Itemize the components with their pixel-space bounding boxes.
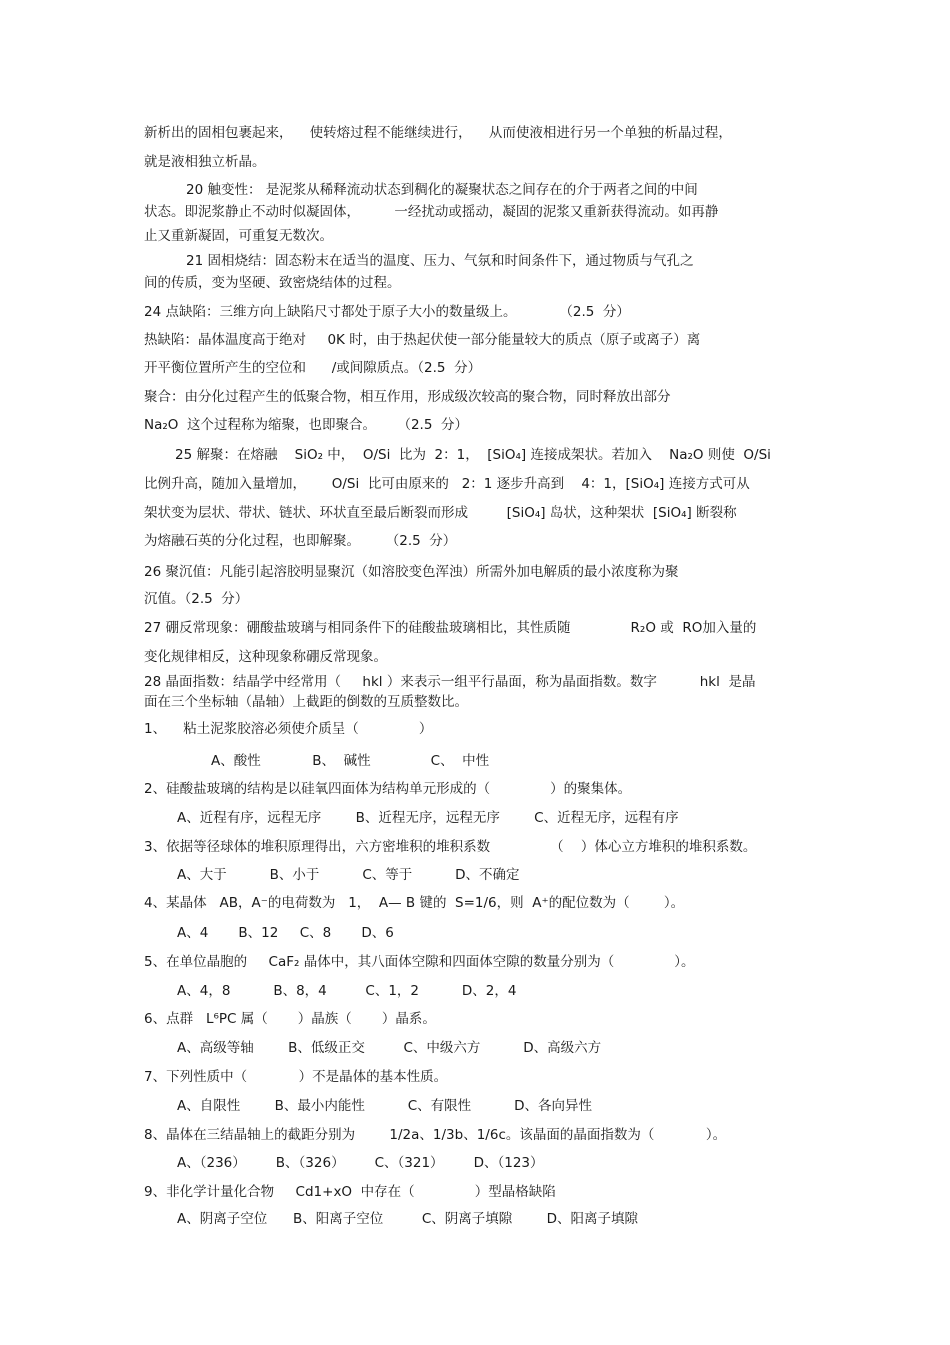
- question-2: 2、硅酸盐玻璃的结构是以硅氧四面体为结构单元形成的（ ）的聚集体。: [144, 781, 632, 797]
- text-line: 26 聚沉值：凡能引起溶胶明显聚沉（如溶胶变色浑浊）所需外加电解质的最小浓度称为聚: [144, 564, 679, 580]
- question-6-options: A、高级等轴 B、低级正交 C、中级六方 D、高级六方: [177, 1040, 602, 1056]
- text-line: 24 点缺陷：三维方向上缺陷尺寸都处于原子大小的数量级上。 （2.5 分）: [144, 304, 630, 320]
- text-line: 间的传质，变为坚硬、致密烧结体的过程。: [144, 275, 401, 291]
- text-line: 20 触变性： 是泥浆从稀释流动状态到稠化的凝聚状态之间存在的介于两者之间的中间: [186, 182, 698, 198]
- text-line: 27 硼反常现象：硼酸盐玻璃与相同条件下的硅酸盐玻璃相比，其性质随 R₂O 或 RO加入量的: [144, 620, 757, 636]
- text-line: 比例升高，随加入量增加， O/Si 比可由原来的 2：1 逐步升高到 4：1，[SiO₄] 连接方式可从: [144, 476, 750, 492]
- question-8-options: A、（236） B、（326） C、（321） D、（123）: [177, 1155, 544, 1171]
- text-line: 架状变为层状、带状、链状、环状直至最后断裂而形成 [SiO₄] 岛状，这种架状 [SiO₄] 断裂称: [144, 505, 737, 521]
- text-line: 状态。即泥浆静止不动时似凝固体， 一经扰动或摇动，凝固的泥浆又重新获得流动。如再静: [144, 204, 719, 220]
- text-line: 21 固相烧结：固态粉末在适当的温度、压力、气氛和时间条件下，通过物质与气孔之: [186, 253, 694, 269]
- question-4: 4、某晶体 AB，A⁻的电荷数为 1， A— B 键的 S=1/6，则 A⁺的配位数为（ ）。: [144, 895, 685, 911]
- question-1-options: A、酸性 B、 碱性 C、 中性: [211, 753, 490, 769]
- text-line: 面在三个坐标轴（晶轴）上截距的倒数的互质整数比。: [144, 694, 468, 710]
- text-line: 开平衡位置所产生的空位和 /或间隙质点。（2.5 分）: [144, 360, 482, 376]
- text-line: 25 解聚：在熔融 SiO₂ 中， O/Si 比为 2：1， [SiO₄] 连接成架状。若加入 Na₂O 则使 O/Si: [175, 447, 771, 463]
- text-line: 止又重新凝固，可重复无数次。: [144, 228, 333, 244]
- text-line: 新析出的固相包裹起来， 使转熔过程不能继续进行， 从而使液相进行另一个单独的析晶过程，: [144, 125, 732, 141]
- question-9-options: A、阴离子空位 B、阳离子空位 C、阴离子填隙 D、阳离子填隙: [177, 1211, 639, 1227]
- text-line: 变化规律相反，这种现象称硼反常现象。: [144, 649, 387, 665]
- question-7: 7、下列性质中（ ）不是晶体的基本性质。: [144, 1069, 448, 1085]
- question-9: 9、非化学计量化合物 Cd1+xO 中存在（ ）型晶格缺陷: [144, 1184, 556, 1200]
- text-line: 热缺陷：晶体温度高于绝对 0K 时，由于热起伏使一部分能量较大的质点（原子或离子）离: [144, 332, 701, 348]
- text-line: 28 晶面指数：结晶学中经常用（ hkl ）来表示一组平行晶面，称为晶面指数。数字 hkl 是晶: [144, 674, 756, 690]
- question-4-options: A、4 B、12 C、8 D、6: [177, 925, 394, 941]
- question-2-options: A、近程有序，远程无序 B、近程无序，远程无序 C、近程无序，远程有序: [177, 810, 679, 826]
- text-line: 聚合：由分化过程产生的低聚合物，相互作用，形成级次较高的聚合物，同时释放出部分: [144, 389, 671, 405]
- question-3-options: A、大于 B、小于 C、等于 D、不确定: [177, 867, 520, 883]
- question-1: 1、 粘土泥浆胶溶必须使介质呈（ ）: [144, 721, 433, 737]
- text-line: 就是液相独立析晶。: [144, 154, 266, 170]
- text-line: 为熔融石英的分化过程，也即解聚。 （2.5 分）: [144, 533, 457, 549]
- question-8: 8、晶体在三结晶轴上的截距分别为 1/2a、1/3b、1/6c。该晶面的晶面指数为（ ）。: [144, 1127, 727, 1143]
- question-5: 5、在单位晶胞的 CaF₂ 晶体中，其八面体空隙和四面体空隙的数量分别为（ ）。: [144, 954, 695, 970]
- text-line: 沉值。（2.5 分）: [144, 591, 249, 607]
- text-line: Na₂O 这个过程称为缩聚，也即聚合。 （2.5 分）: [144, 417, 468, 433]
- question-7-options: A、自限性 B、最小内能性 C、有限性 D、各向异性: [177, 1098, 592, 1114]
- question-6: 6、点群 L⁶PC 属（ ）晶族（ ）晶系。: [144, 1011, 436, 1027]
- question-3: 3、依据等径球体的堆积原理得出，六方密堆积的堆积系数 （ ）体心立方堆积的堆积系数。: [144, 839, 757, 855]
- question-5-options: A、4，8 B、8，4 C、1，2 D、2，4: [177, 983, 517, 999]
